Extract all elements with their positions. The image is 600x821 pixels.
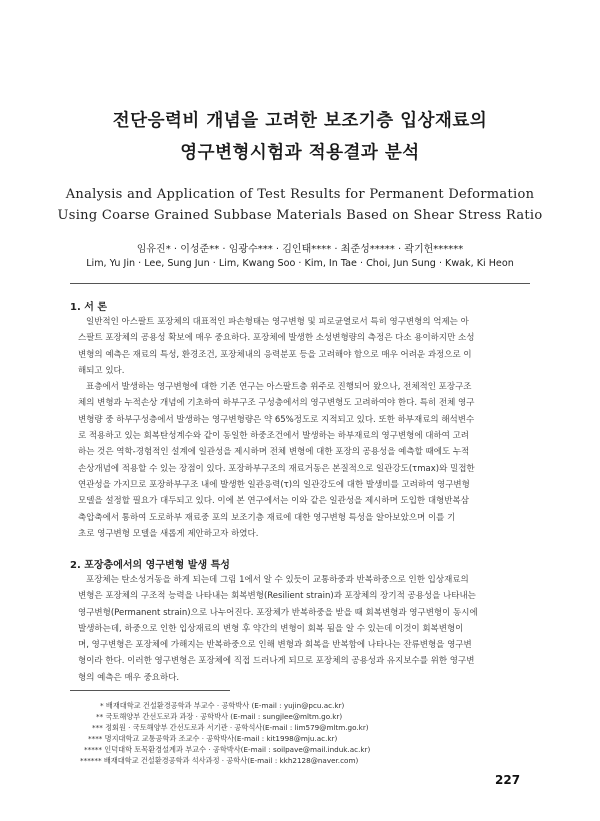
authors-english: Lim, Yu Jin · Lee, Sung Jun · Lim, Kwang Soo · Kim, In Tae · Choi, Jun Sung · Kwak, Ki Heon [86,258,514,269]
title-english-line-1: Analysis and Application of Test Results for Permanent Deformation [65,187,535,202]
body-text-line: 변형의 예측은 재료의 특성, 환경조건, 포장체내의 응력분포 등을 고려해야 함으로 매우 어려운 과정으로 이 [78,349,472,360]
title-korean-line-1: 전단응력비 개념을 고려한 보조기층 입상재료의 [112,111,488,131]
section-2-heading: 2. 포장층에서의 영구변형 발생 특성 [70,560,230,571]
header-divider [70,283,530,284]
authors-korean: 임유진* · 이성준** · 임광수*** · 김인태**** · 최준성***** · 곽기헌****** [136,244,464,255]
body-text-line: 체의 변형과 누적손상 개념에 기초하여 하부구조 구성층에서의 영구변형도 고려하여야 한다. 특히 전체 영구 [78,398,475,409]
body-text-line: 하는 것은 역학-경험적인 설계에 일관성을 제시하며 전체 변형에 대한 포장의 공용성을 예측할 때에도 누적 [78,447,470,458]
body-text-line: 형이라 한다. 이러한 영구변형은 포장체에 직접 드러나게 되므로 포장체의 공용성과 유지보수를 위한 영구변 [78,656,475,667]
section-1-body [78,314,530,542]
body-text-line: 일반적인 아스팔트 포장체의 대표적인 파손형태는 영구변형 및 피로균열로서 특히 영구변형의 억제는 아 [86,317,469,327]
body-text-line: 축압축에서 통하여 도로하부 재료중 포의 보조기층 재료에 대한 영구변형 특성을 알아보았으며 이를 기 [78,512,456,523]
footnotes [70,701,530,766]
footnote-line: * 배재대학교 건설환경공학과 부교수 · 공학박사 (E-mail : yujin@pcu.ac.kr) [100,701,345,710]
body-text-line: 스팔트 포장체의 공용성 확보에 매우 중요하다. 포장체에 발생한 소성변형량의 측정은 다소 용이하지만 소성 [78,333,475,344]
footnote-line: *** 정회원 · 국토해양부 간선도로과 서기관 · 공학석사(E-mail : lim579@mltm.go.kr) [92,722,369,732]
body-text-line: 로 적용하고 있는 회복탄성계수와 같이 동일한 하중조건에서 발생하는 하부재료의 영구변형에 대하여 고려 [78,431,470,442]
title-english-line-2: Using Coarse Grained Subbase Materials Based on Shear Stress Ratio [57,208,543,223]
footnote-line: ***** 인덕대학 토목환경설계과 부교수 · 공학박사(E-mail : soilpave@mail.induk.ac.kr) [84,744,371,754]
body-text-line: 초로 영구변형 모델을 새롭게 제안하고자 하였다. [78,528,259,539]
body-text-line: 해되고 있다. [78,365,125,376]
footnote-line: **** 명지대학교 교통공학과 조교수 · 공학박사(E-mail : kit1998@mju.ac.kr) [88,733,338,743]
footnote-line: ** 국토해양부 간선도로과 과장 · 공학박사 (E-mail : sungjlee@mltm.go.kr) [96,711,343,721]
body-text-line: 영구변형(Permanent strain)으로 나누어진다. 포장체가 반복하중을 받을 때 회복변형과 영구변형이 동시에 [78,607,478,618]
body-text-line: 형의 예측은 매우 중요하다. [78,672,180,683]
section-2-body [78,572,530,686]
footnote-line: ****** 배재대학교 건설환경공학과 석사과정 · 공학사(E-mail : kkh2128@naver.com) [80,755,359,765]
body-text-line: 연관성을 가지므로 포장하부구조 내에 발생한 일관응력(τ)의 일관강도에 대한 발생비를 고려하여 영구변형 [78,479,470,490]
page-number: 227 [495,773,521,787]
section-1-heading: 1. 서 론 [70,302,108,313]
body-text-line: 변형량 중 하부구성층에서 발생하는 영구변형량은 약 65%정도로 지적되고 있다. 또한 하부재료의 해석변수 [78,414,475,425]
body-text-line: 변형은 포장체의 구조적 능력을 나타내는 회복변형(Resilient strain)과 포장체의 장기적 공용성을 나타내는 [78,591,476,602]
body-text-line: 표층에서 발생하는 영구변형에 대한 기존 연구는 아스팔트층 위주로 진행되어 왔으나, 전체적인 포장구조 [86,382,472,393]
title-korean-line-2: 영구변형시험과 적용결과 분석 [180,143,420,163]
body-text-line: 모델을 설정할 필요가 대두되고 있다. 이에 본 연구에서는 이와 같은 일관성을 제시하며 도입한 대형반복삼 [78,496,469,507]
body-text-line: 발생하는데, 하중으로 인한 입상재료의 변형 후 약간의 변형이 회복 됨을 알 수 있는데 이것이 회복변형이 [78,623,464,634]
body-text-line: 손상개념에 적용할 수 있는 장점이 있다. 포장하부구조의 재료거동은 본질적으로 일관강도(τmax)와 밀접한 [78,463,475,474]
body-text-line: 며, 영구변형은 포장체에 가해지는 반복하중으로 인해 변형과 회복을 반복함에 나타나는 잔류변형을 영구변 [78,640,472,651]
body-text-line: 포장체는 탄소성거동을 하게 되는데 그림 1에서 알 수 있듯이 교통하중과 반복하중으로 인한 입상재료의 [86,575,469,585]
footnote-divider [70,690,230,691]
